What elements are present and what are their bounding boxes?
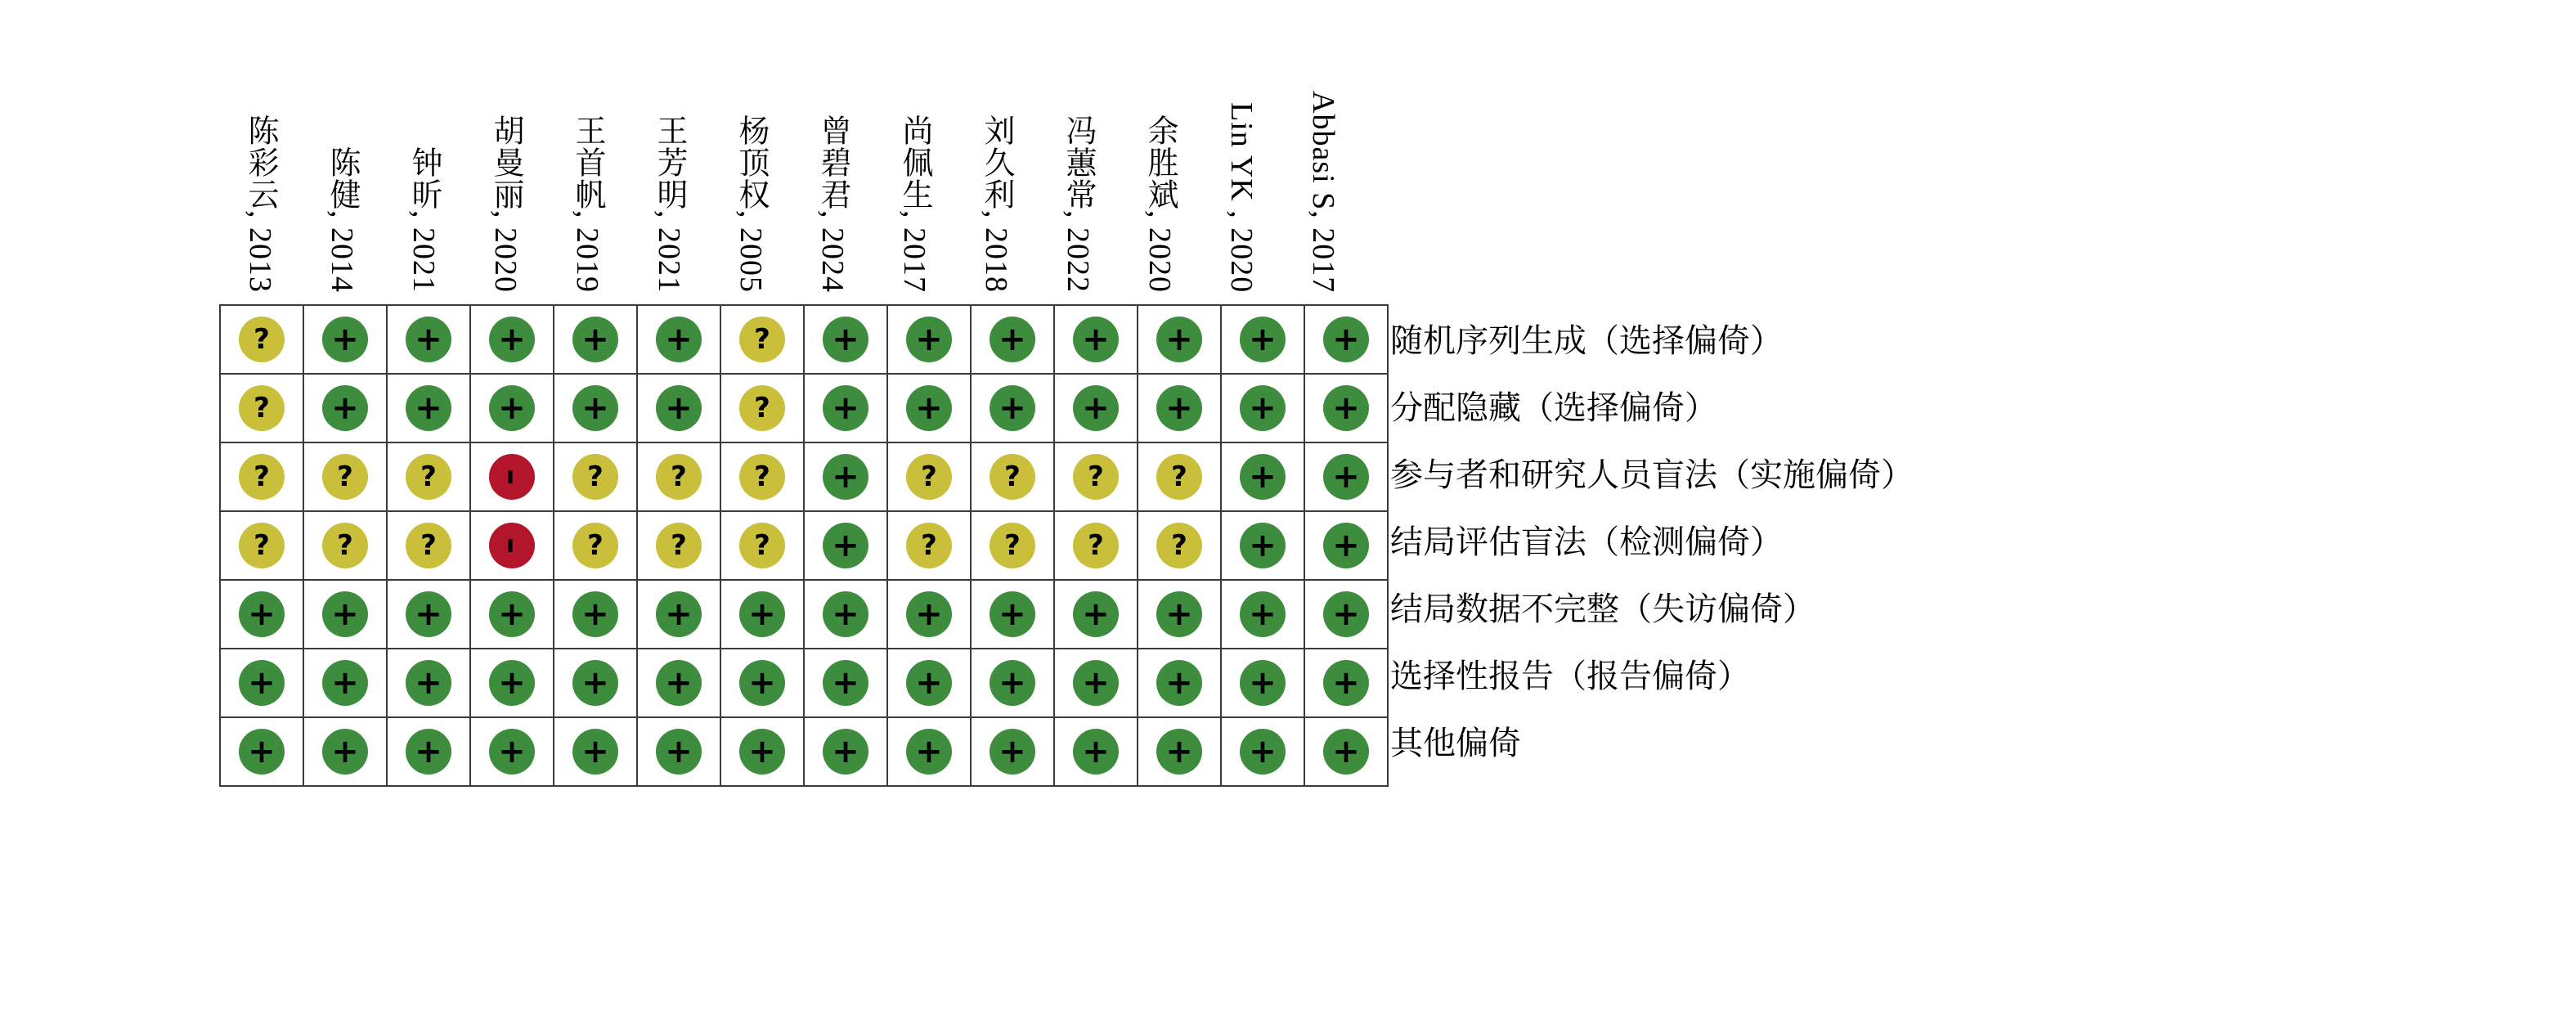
high-risk-glyph: – xyxy=(493,469,531,485)
column-header-label: Lin YK , 2020 xyxy=(1224,101,1259,293)
risk-cell xyxy=(804,717,887,786)
risk-cell xyxy=(720,511,804,580)
judgement-unclear-icon: ? xyxy=(322,454,368,500)
risk-cell xyxy=(720,717,804,786)
column-header-label: 王首帆, 2019 xyxy=(570,115,604,293)
risk-cell xyxy=(1221,717,1304,786)
judgement-low-icon: + xyxy=(572,591,618,637)
risk-cell xyxy=(1138,374,1221,442)
risk-cell xyxy=(720,442,804,511)
judgement-unclear-icon: ? xyxy=(1073,523,1119,568)
column-header xyxy=(1037,8,1119,293)
risk-grid-row xyxy=(220,580,1388,649)
risk-cell xyxy=(470,649,554,717)
risk-cell xyxy=(1138,580,1221,649)
risk-cell xyxy=(387,580,470,649)
column-header xyxy=(792,8,873,293)
column-header-label: 陈健, 2014 xyxy=(325,146,359,293)
risk-cell xyxy=(971,649,1054,717)
judgement-low-icon: + xyxy=(406,660,451,706)
risk-cell xyxy=(470,305,554,374)
risk-cell xyxy=(1138,442,1221,511)
risk-cell xyxy=(303,580,387,649)
judgement-unclear-icon: ? xyxy=(572,454,618,500)
judgement-low-icon: + xyxy=(990,385,1035,431)
risk-cell xyxy=(887,442,971,511)
row-label: 分配隐藏（选择偏倚） xyxy=(1390,388,1717,426)
judgement-low-icon: + xyxy=(1323,523,1369,568)
risk-cell xyxy=(637,374,720,442)
judgement-low-icon: + xyxy=(1240,317,1286,362)
risk-cell xyxy=(720,305,804,374)
judgement-low-icon: + xyxy=(1240,454,1286,500)
judgement-unclear-icon: ? xyxy=(239,385,285,431)
risk-cell xyxy=(637,580,720,649)
column-header-row xyxy=(219,8,1364,293)
judgement-low-icon: + xyxy=(1323,660,1369,706)
judgement-low-icon: + xyxy=(406,729,451,775)
column-header xyxy=(628,8,710,293)
risk-cell xyxy=(1221,442,1304,511)
column-header xyxy=(873,8,955,293)
judgement-low-icon: + xyxy=(990,317,1035,362)
risk-cell xyxy=(1221,580,1304,649)
risk-cell xyxy=(720,580,804,649)
risk-cell xyxy=(1054,580,1138,649)
judgement-low-icon: + xyxy=(406,591,451,637)
judgement-unclear-icon: ? xyxy=(990,523,1035,568)
judgement-low-icon: + xyxy=(1073,317,1119,362)
column-header xyxy=(383,8,464,293)
row-label-column xyxy=(1390,304,1914,774)
column-header xyxy=(464,8,546,293)
risk-cell xyxy=(637,717,720,786)
risk-cell xyxy=(804,511,887,580)
risk-cell xyxy=(303,305,387,374)
risk-cell xyxy=(804,649,887,717)
judgement-unclear-icon: ? xyxy=(656,454,702,500)
column-header-label: 胡曼丽, 2020 xyxy=(488,115,523,293)
risk-cell xyxy=(804,580,887,649)
judgement-unclear-icon: ? xyxy=(990,454,1035,500)
judgement-low-icon: + xyxy=(1240,591,1286,637)
risk-cell xyxy=(303,374,387,442)
judgement-low-icon: + xyxy=(322,729,368,775)
judgement-unclear-icon: ? xyxy=(1156,523,1202,568)
row-label: 其他偏倚 xyxy=(1390,724,1521,761)
judgement-low-icon: + xyxy=(823,729,868,775)
judgement-low-icon: + xyxy=(1073,660,1119,706)
risk-cell xyxy=(1304,580,1388,649)
column-header-label: Abbasi S, 2017 xyxy=(1306,90,1340,293)
judgement-unclear-icon: ? xyxy=(406,454,451,500)
risk-cell xyxy=(887,580,971,649)
judgement-low-icon: + xyxy=(823,660,868,706)
judgement-low-icon: + xyxy=(1156,660,1202,706)
risk-cell xyxy=(971,442,1054,511)
risk-cell xyxy=(1304,717,1388,786)
risk-cell xyxy=(1304,649,1388,717)
risk-grid-row xyxy=(220,717,1388,786)
risk-cell xyxy=(1221,305,1304,374)
judgement-low-icon: + xyxy=(239,591,285,637)
risk-cell xyxy=(1054,305,1138,374)
column-header-label: 杨顶权, 2005 xyxy=(734,115,768,293)
risk-cell xyxy=(971,580,1054,649)
risk-cell xyxy=(1138,511,1221,580)
column-header-label: 曾碧君, 2024 xyxy=(815,115,850,293)
risk-cell xyxy=(470,580,554,649)
judgement-unclear-icon: ? xyxy=(406,523,451,568)
risk-cell xyxy=(720,374,804,442)
judgement-unclear-icon: ? xyxy=(739,385,785,431)
risk-cell xyxy=(1221,374,1304,442)
judgement-unclear-icon: ? xyxy=(906,523,952,568)
judgement-unclear-icon: ? xyxy=(1156,454,1202,500)
risk-cell xyxy=(971,717,1054,786)
risk-cell xyxy=(637,649,720,717)
judgement-low-icon: + xyxy=(990,660,1035,706)
judgement-low-icon: + xyxy=(656,591,702,637)
judgement-low-icon: + xyxy=(1156,729,1202,775)
column-header-label: 陈彩云, 2013 xyxy=(243,115,277,293)
judgement-low-icon: + xyxy=(1156,591,1202,637)
judgement-low-icon: + xyxy=(406,317,451,362)
risk-cell xyxy=(804,305,887,374)
risk-cell xyxy=(1054,717,1138,786)
risk-grid-body xyxy=(220,305,1388,786)
risk-cell xyxy=(887,305,971,374)
risk-cell xyxy=(720,649,804,717)
row-label: 参与者和研究人员盲法（实施偏倚） xyxy=(1390,456,1914,493)
judgement-low-icon: + xyxy=(406,385,451,431)
judgement-low-icon: + xyxy=(489,317,535,362)
row-label: 随机序列生成（选择偏倚） xyxy=(1390,321,1783,359)
judgement-low-icon: + xyxy=(489,660,535,706)
judgement-unclear-icon: ? xyxy=(239,454,285,500)
judgement-low-icon: + xyxy=(239,660,285,706)
judgement-low-icon: + xyxy=(239,729,285,775)
judgement-low-icon: + xyxy=(906,729,952,775)
column-header-label: 钟昕, 2021 xyxy=(406,146,441,293)
judgement-low-icon: + xyxy=(572,317,618,362)
risk-cell xyxy=(220,374,303,442)
judgement-low-icon: + xyxy=(1240,523,1286,568)
risk-cell xyxy=(387,649,470,717)
judgement-low-icon: + xyxy=(1073,385,1119,431)
judgement-low-icon: + xyxy=(1240,660,1286,706)
judgement-low-icon: + xyxy=(1323,385,1369,431)
judgement-low-icon: + xyxy=(572,385,618,431)
judgement-low-icon: + xyxy=(1073,729,1119,775)
risk-cell xyxy=(220,649,303,717)
judgement-low-icon: + xyxy=(990,591,1035,637)
judgement-low-icon: + xyxy=(906,317,952,362)
risk-cell xyxy=(887,374,971,442)
column-header-label: 余胜斌, 2020 xyxy=(1142,115,1177,293)
risk-cell xyxy=(387,374,470,442)
judgement-low-icon: + xyxy=(1156,317,1202,362)
risk-cell xyxy=(554,442,637,511)
judgement-low-icon: + xyxy=(823,523,868,568)
column-header xyxy=(219,8,301,293)
judgement-low-icon: + xyxy=(906,385,952,431)
risk-cell xyxy=(387,442,470,511)
judgement-low-icon: + xyxy=(322,385,368,431)
judgement-unclear-icon: ? xyxy=(239,523,285,568)
risk-grid-row xyxy=(220,511,1388,580)
risk-cell xyxy=(220,442,303,511)
risk-cell xyxy=(637,442,720,511)
judgement-high-icon xyxy=(489,454,535,500)
judgement-low-icon: + xyxy=(823,591,868,637)
risk-cell xyxy=(470,717,554,786)
risk-cell xyxy=(554,511,637,580)
judgement-unclear-icon: ? xyxy=(656,523,702,568)
risk-cell xyxy=(1054,649,1138,717)
risk-cell xyxy=(971,374,1054,442)
risk-cell xyxy=(387,305,470,374)
judgement-low-icon: + xyxy=(739,729,785,775)
judgement-low-icon: + xyxy=(322,660,368,706)
risk-cell xyxy=(1304,374,1388,442)
judgement-low-icon: + xyxy=(322,591,368,637)
judgement-unclear-icon: ? xyxy=(739,454,785,500)
risk-grid xyxy=(219,304,1389,787)
risk-cell xyxy=(804,442,887,511)
risk-cell xyxy=(554,305,637,374)
risk-cell xyxy=(887,717,971,786)
judgement-unclear-icon: ? xyxy=(322,523,368,568)
column-header xyxy=(1282,8,1364,293)
risk-cell xyxy=(1138,649,1221,717)
column-header-label: 冯蕙常, 2022 xyxy=(1061,115,1095,293)
column-header xyxy=(1200,8,1282,293)
risk-cell xyxy=(1221,511,1304,580)
risk-cell xyxy=(971,305,1054,374)
judgement-low-icon: + xyxy=(656,385,702,431)
column-header xyxy=(546,8,628,293)
risk-cell xyxy=(637,511,720,580)
risk-cell xyxy=(387,511,470,580)
risk-cell xyxy=(303,511,387,580)
column-header xyxy=(710,8,792,293)
judgement-low-icon: + xyxy=(906,660,952,706)
risk-cell xyxy=(1138,305,1221,374)
column-header-label: 尚佩生, 2017 xyxy=(897,115,931,293)
risk-cell xyxy=(470,442,554,511)
judgement-low-icon: + xyxy=(1323,317,1369,362)
risk-cell xyxy=(303,649,387,717)
risk-cell xyxy=(220,305,303,374)
judgement-low-icon: + xyxy=(1323,729,1369,775)
risk-grid-row xyxy=(220,305,1388,374)
column-header xyxy=(301,8,383,293)
risk-cell xyxy=(220,717,303,786)
risk-cell xyxy=(1054,442,1138,511)
judgement-low-icon: + xyxy=(1073,591,1119,637)
risk-cell xyxy=(1138,717,1221,786)
risk-cell xyxy=(554,717,637,786)
judgement-low-icon: + xyxy=(990,729,1035,775)
risk-cell xyxy=(554,374,637,442)
risk-cell xyxy=(1054,374,1138,442)
risk-cell xyxy=(470,511,554,580)
judgement-low-icon: + xyxy=(656,317,702,362)
judgement-low-icon: + xyxy=(656,729,702,775)
judgement-unclear-icon: ? xyxy=(239,317,285,362)
risk-cell xyxy=(637,305,720,374)
column-header-label: 王芳明, 2021 xyxy=(652,115,686,293)
judgement-low-icon: + xyxy=(489,729,535,775)
judgement-low-icon: + xyxy=(739,660,785,706)
risk-cell xyxy=(1221,649,1304,717)
risk-cell xyxy=(887,649,971,717)
judgement-low-icon: + xyxy=(1240,385,1286,431)
risk-cell xyxy=(554,649,637,717)
risk-cell xyxy=(303,442,387,511)
judgement-unclear-icon: ? xyxy=(739,317,785,362)
judgement-high-icon xyxy=(489,523,535,568)
risk-cell xyxy=(971,511,1054,580)
risk-cell xyxy=(220,580,303,649)
judgement-unclear-icon: ? xyxy=(572,523,618,568)
row-label: 结局评估盲法（检测偏倚） xyxy=(1390,523,1783,560)
risk-cell xyxy=(804,374,887,442)
judgement-low-icon: + xyxy=(572,729,618,775)
judgement-low-icon: + xyxy=(1240,729,1286,775)
risk-cell xyxy=(220,511,303,580)
judgement-unclear-icon: ? xyxy=(906,454,952,500)
judgement-low-icon: + xyxy=(1323,454,1369,500)
judgement-low-icon: + xyxy=(739,591,785,637)
judgement-low-icon: + xyxy=(1323,591,1369,637)
risk-cell xyxy=(1304,511,1388,580)
row-label: 结局数据不完整（失访偏倚） xyxy=(1390,590,1815,627)
judgement-low-icon: + xyxy=(823,454,868,500)
judgement-low-icon: + xyxy=(1156,385,1202,431)
risk-cell xyxy=(387,717,470,786)
column-header xyxy=(1119,8,1200,293)
judgement-low-icon: + xyxy=(823,385,868,431)
risk-cell xyxy=(554,580,637,649)
judgement-low-icon: + xyxy=(823,317,868,362)
judgement-low-icon: + xyxy=(572,660,618,706)
judgement-unclear-icon: ? xyxy=(739,523,785,568)
high-risk-glyph: – xyxy=(493,537,531,554)
risk-cell xyxy=(887,511,971,580)
risk-cell xyxy=(1304,442,1388,511)
judgement-low-icon: + xyxy=(322,317,368,362)
column-header-label: 刘久利, 2018 xyxy=(979,115,1013,293)
column-header xyxy=(955,8,1037,293)
judgement-low-icon: + xyxy=(906,591,952,637)
judgement-low-icon: + xyxy=(656,660,702,706)
risk-cell xyxy=(470,374,554,442)
risk-grid-row xyxy=(220,374,1388,442)
judgement-low-icon: + xyxy=(489,385,535,431)
risk-grid-row xyxy=(220,442,1388,511)
risk-grid-container xyxy=(219,304,1389,787)
risk-grid-row xyxy=(220,649,1388,717)
risk-cell xyxy=(1054,511,1138,580)
risk-cell xyxy=(303,717,387,786)
risk-cell xyxy=(1304,305,1388,374)
judgement-unclear-icon: ? xyxy=(1073,454,1119,500)
judgement-low-icon: + xyxy=(489,591,535,637)
row-label: 选择性报告（报告偏倚） xyxy=(1390,657,1750,694)
